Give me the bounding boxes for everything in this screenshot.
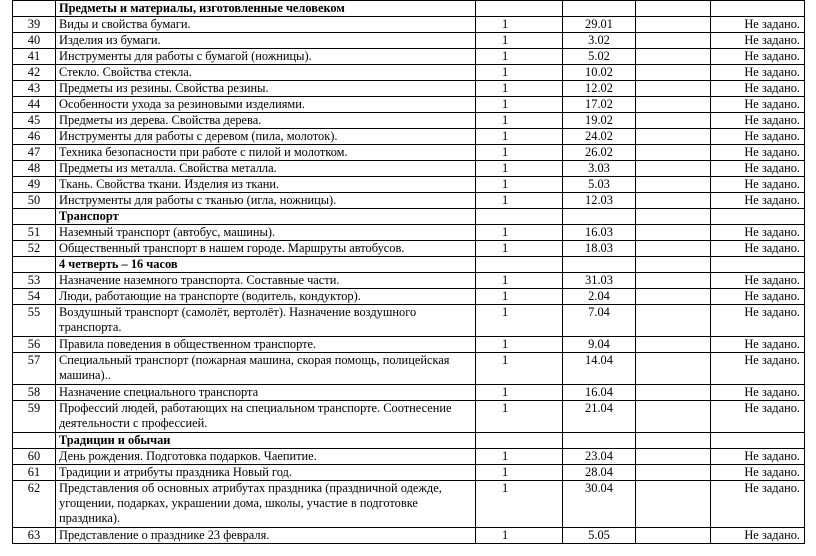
lesson-title: Воздушный транспорт (самолёт, вертолёт). Назначение воздушного транспорта.: [56, 305, 476, 337]
blank-cell: [636, 433, 711, 449]
homework-status: Не задано.: [711, 401, 805, 433]
lesson-number: 62: [13, 481, 56, 528]
blank-cell: [636, 353, 711, 385]
lesson-hours: 1: [476, 353, 563, 385]
table-row: [13, 81, 805, 97]
lesson-number: 50: [13, 193, 56, 209]
blank-cell: [636, 49, 711, 65]
lesson-title: Инструменты для работы с бумагой (ножницы).: [56, 49, 476, 65]
blank-cell: [636, 161, 711, 177]
lesson-number: 57: [13, 353, 56, 385]
table-row: [13, 113, 805, 129]
lesson-hours: 1: [476, 481, 563, 528]
lesson-plan-body: [13, 1, 805, 544]
lesson-title: Инструменты для работы с тканью (игла, ножницы).: [56, 193, 476, 209]
table-row: [13, 65, 805, 81]
lesson-hours: 1: [476, 97, 563, 113]
lesson-date: 17.02: [563, 97, 636, 113]
lesson-hours: 1: [476, 449, 563, 465]
lesson-date: 12.03: [563, 193, 636, 209]
blank-cell: [636, 481, 711, 528]
homework-status: Не задано.: [711, 225, 805, 241]
table-row: [13, 273, 805, 289]
blank-cell: [636, 385, 711, 401]
lesson-number: 52: [13, 241, 56, 257]
blank-cell: [636, 129, 711, 145]
lesson-hours: 1: [476, 385, 563, 401]
lesson-hours: 1: [476, 193, 563, 209]
blank-cell: [636, 401, 711, 433]
homework-status: Не задано.: [711, 97, 805, 113]
lesson-hours: 1: [476, 33, 563, 49]
blank-cell: [636, 241, 711, 257]
lesson-date: 5.02: [563, 49, 636, 65]
hours-cell: [476, 257, 563, 273]
table-row: [13, 193, 805, 209]
lesson-title: Техника безопасности при работе с пилой и молотком.: [56, 145, 476, 161]
table-row: [13, 241, 805, 257]
lesson-title: Правила поведения в общественном транспорте.: [56, 337, 476, 353]
lesson-hours: 1: [476, 49, 563, 65]
homework-status: Не задано.: [711, 305, 805, 337]
lesson-date: 12.02: [563, 81, 636, 97]
lesson-date: 7.04: [563, 305, 636, 337]
lesson-date: 24.02: [563, 129, 636, 145]
lesson-number: 45: [13, 113, 56, 129]
lesson-plan-table: [12, 0, 805, 544]
lesson-date: 30.04: [563, 481, 636, 528]
table-row: [13, 145, 805, 161]
lesson-hours: 1: [476, 528, 563, 544]
lesson-date: 3.02: [563, 33, 636, 49]
lesson-date: 3.03: [563, 161, 636, 177]
row-number-cell: [13, 257, 56, 273]
lesson-title: Люди, работающие на транспорте (водитель, кондуктор).: [56, 289, 476, 305]
homework-status: Не задано.: [711, 177, 805, 193]
section-header-row: [13, 209, 805, 225]
table-row: [13, 528, 805, 544]
homework-status: Не задано.: [711, 241, 805, 257]
lesson-title: Инструменты для работы с деревом (пила, молоток).: [56, 129, 476, 145]
lesson-hours: 1: [476, 161, 563, 177]
lesson-date: 2.04: [563, 289, 636, 305]
lesson-date: 31.03: [563, 273, 636, 289]
table-row: [13, 449, 805, 465]
date-cell: [563, 433, 636, 449]
lesson-title: Представление о празднике 23 февраля.: [56, 528, 476, 544]
lesson-number: 58: [13, 385, 56, 401]
section-title: Традиции и обычаи: [56, 433, 476, 449]
row-number-cell: [13, 209, 56, 225]
status-cell: [711, 433, 805, 449]
table-row: [13, 17, 805, 33]
blank-cell: [636, 193, 711, 209]
table-row: [13, 481, 805, 528]
blank-cell: [636, 209, 711, 225]
lesson-hours: 1: [476, 81, 563, 97]
lesson-date: 5.05: [563, 528, 636, 544]
homework-status: Не задано.: [711, 65, 805, 81]
lesson-number: 55: [13, 305, 56, 337]
homework-status: Не задано.: [711, 353, 805, 385]
lesson-hours: 1: [476, 289, 563, 305]
lesson-title: Виды и свойства бумаги.: [56, 17, 476, 33]
lesson-number: 63: [13, 528, 56, 544]
blank-cell: [636, 273, 711, 289]
table-row: [13, 49, 805, 65]
blank-cell: [636, 465, 711, 481]
lesson-number: 44: [13, 97, 56, 113]
lesson-date: 18.03: [563, 241, 636, 257]
table-row: [13, 465, 805, 481]
table-row: [13, 305, 805, 337]
table-row: [13, 401, 805, 433]
lesson-title: Стекло. Свойства стекла.: [56, 65, 476, 81]
date-cell: [563, 1, 636, 17]
lesson-hours: 1: [476, 273, 563, 289]
lesson-number: 54: [13, 289, 56, 305]
homework-status: Не задано.: [711, 161, 805, 177]
status-cell: [711, 1, 805, 17]
homework-status: Не задано.: [711, 49, 805, 65]
table-row: [13, 97, 805, 113]
lesson-title: Предметы из резины. Свойства резины.: [56, 81, 476, 97]
blank-cell: [636, 81, 711, 97]
homework-status: Не задано.: [711, 481, 805, 528]
lesson-hours: 1: [476, 113, 563, 129]
homework-status: Не задано.: [711, 465, 805, 481]
lesson-number: 51: [13, 225, 56, 241]
section-header-row: [13, 1, 805, 17]
homework-status: Не задано.: [711, 81, 805, 97]
homework-status: Не задано.: [711, 449, 805, 465]
blank-cell: [636, 33, 711, 49]
blank-cell: [636, 225, 711, 241]
lesson-title: Специальный транспорт (пожарная машина, скорая помощь, полицейская машина)..: [56, 353, 476, 385]
lesson-title: Наземный транспорт (автобус, машины).: [56, 225, 476, 241]
lesson-title: Изделия из бумаги.: [56, 33, 476, 49]
date-cell: [563, 209, 636, 225]
table-row: [13, 129, 805, 145]
lesson-number: 53: [13, 273, 56, 289]
blank-cell: [636, 145, 711, 161]
lesson-title: Профессий людей, работающих на специальном транспорте. Соотнесение деятельности с профессией.: [56, 401, 476, 433]
homework-status: Не задано.: [711, 33, 805, 49]
hours-cell: [476, 433, 563, 449]
lesson-title: Предметы из дерева. Свойства дерева.: [56, 113, 476, 129]
lesson-number: 56: [13, 337, 56, 353]
lesson-title: Общественный транспорт в нашем городе. Маршруты автобусов.: [56, 241, 476, 257]
lesson-date: 28.04: [563, 465, 636, 481]
lesson-hours: 1: [476, 337, 563, 353]
homework-status: Не задано.: [711, 337, 805, 353]
lesson-date: 10.02: [563, 65, 636, 81]
lesson-hours: 1: [476, 401, 563, 433]
lesson-date: 29.01: [563, 17, 636, 33]
lesson-title: Назначение специального транспорта: [56, 385, 476, 401]
blank-cell: [636, 257, 711, 273]
homework-status: Не задано.: [711, 145, 805, 161]
lesson-hours: 1: [476, 145, 563, 161]
table-row: [13, 177, 805, 193]
hours-cell: [476, 209, 563, 225]
row-number-cell: [13, 433, 56, 449]
blank-cell: [636, 528, 711, 544]
homework-status: Не задано.: [711, 129, 805, 145]
blank-cell: [636, 65, 711, 81]
lesson-date: 5.03: [563, 177, 636, 193]
homework-status: Не задано.: [711, 289, 805, 305]
table-row: [13, 353, 805, 385]
lesson-date: 26.02: [563, 145, 636, 161]
homework-status: Не задано.: [711, 193, 805, 209]
lesson-number: 49: [13, 177, 56, 193]
lesson-date: 23.04: [563, 449, 636, 465]
lesson-title: Предметы из металла. Свойства металла.: [56, 161, 476, 177]
lesson-hours: 1: [476, 177, 563, 193]
blank-cell: [636, 289, 711, 305]
section-title: Транспорт: [56, 209, 476, 225]
blank-cell: [636, 113, 711, 129]
lesson-hours: 1: [476, 17, 563, 33]
lesson-date: 16.04: [563, 385, 636, 401]
lesson-date: 9.04: [563, 337, 636, 353]
homework-status: Не задано.: [711, 528, 805, 544]
lesson-title: Особенности ухода за резиновыми изделиями.: [56, 97, 476, 113]
lesson-number: 48: [13, 161, 56, 177]
lesson-hours: 1: [476, 305, 563, 337]
lesson-hours: 1: [476, 65, 563, 81]
table-row: [13, 161, 805, 177]
lesson-title: Представления об основных атрибутах праздника (праздничной одежде, угощении, подарках, украшении дома, школы, участие в подготовке праздника).: [56, 481, 476, 528]
section-title: 4 четверть – 16 часов: [56, 257, 476, 273]
lesson-date: 19.02: [563, 113, 636, 129]
lesson-number: 61: [13, 465, 56, 481]
lesson-date: 16.03: [563, 225, 636, 241]
lesson-hours: 1: [476, 225, 563, 241]
table-row: [13, 289, 805, 305]
blank-cell: [636, 337, 711, 353]
lesson-number: 40: [13, 33, 56, 49]
section-header-row: [13, 257, 805, 273]
date-cell: [563, 257, 636, 273]
lesson-number: 41: [13, 49, 56, 65]
lesson-hours: 1: [476, 129, 563, 145]
blank-cell: [636, 177, 711, 193]
blank-cell: [636, 305, 711, 337]
homework-status: Не задано.: [711, 113, 805, 129]
lesson-number: 59: [13, 401, 56, 433]
lesson-title: День рождения. Подготовка подарков. Чаепитие.: [56, 449, 476, 465]
homework-status: Не задано.: [711, 17, 805, 33]
lesson-date: 14.04: [563, 353, 636, 385]
lesson-number: 43: [13, 81, 56, 97]
status-cell: [711, 257, 805, 273]
hours-cell: [476, 1, 563, 17]
lesson-number: 42: [13, 65, 56, 81]
lesson-number: 60: [13, 449, 56, 465]
lesson-title: Традиции и атрибуты праздника Новый год.: [56, 465, 476, 481]
homework-status: Не задано.: [711, 385, 805, 401]
section-header-row: [13, 433, 805, 449]
table-row: [13, 385, 805, 401]
lesson-hours: 1: [476, 241, 563, 257]
lesson-hours: 1: [476, 465, 563, 481]
status-cell: [711, 209, 805, 225]
lesson-date: 21.04: [563, 401, 636, 433]
lesson-title: Ткань. Свойства ткани. Изделия из ткани.: [56, 177, 476, 193]
row-number-cell: [13, 1, 56, 17]
section-title: Предметы и материалы, изготовленные человеком: [56, 1, 476, 17]
table-row: [13, 225, 805, 241]
homework-status: Не задано.: [711, 273, 805, 289]
blank-cell: [636, 449, 711, 465]
table-row: [13, 337, 805, 353]
table-row: [13, 33, 805, 49]
blank-cell: [636, 97, 711, 113]
lesson-number: 46: [13, 129, 56, 145]
lesson-number: 39: [13, 17, 56, 33]
blank-cell: [636, 1, 711, 17]
blank-cell: [636, 17, 711, 33]
lesson-title: Назначение наземного транспорта. Составные части.: [56, 273, 476, 289]
lesson-number: 47: [13, 145, 56, 161]
